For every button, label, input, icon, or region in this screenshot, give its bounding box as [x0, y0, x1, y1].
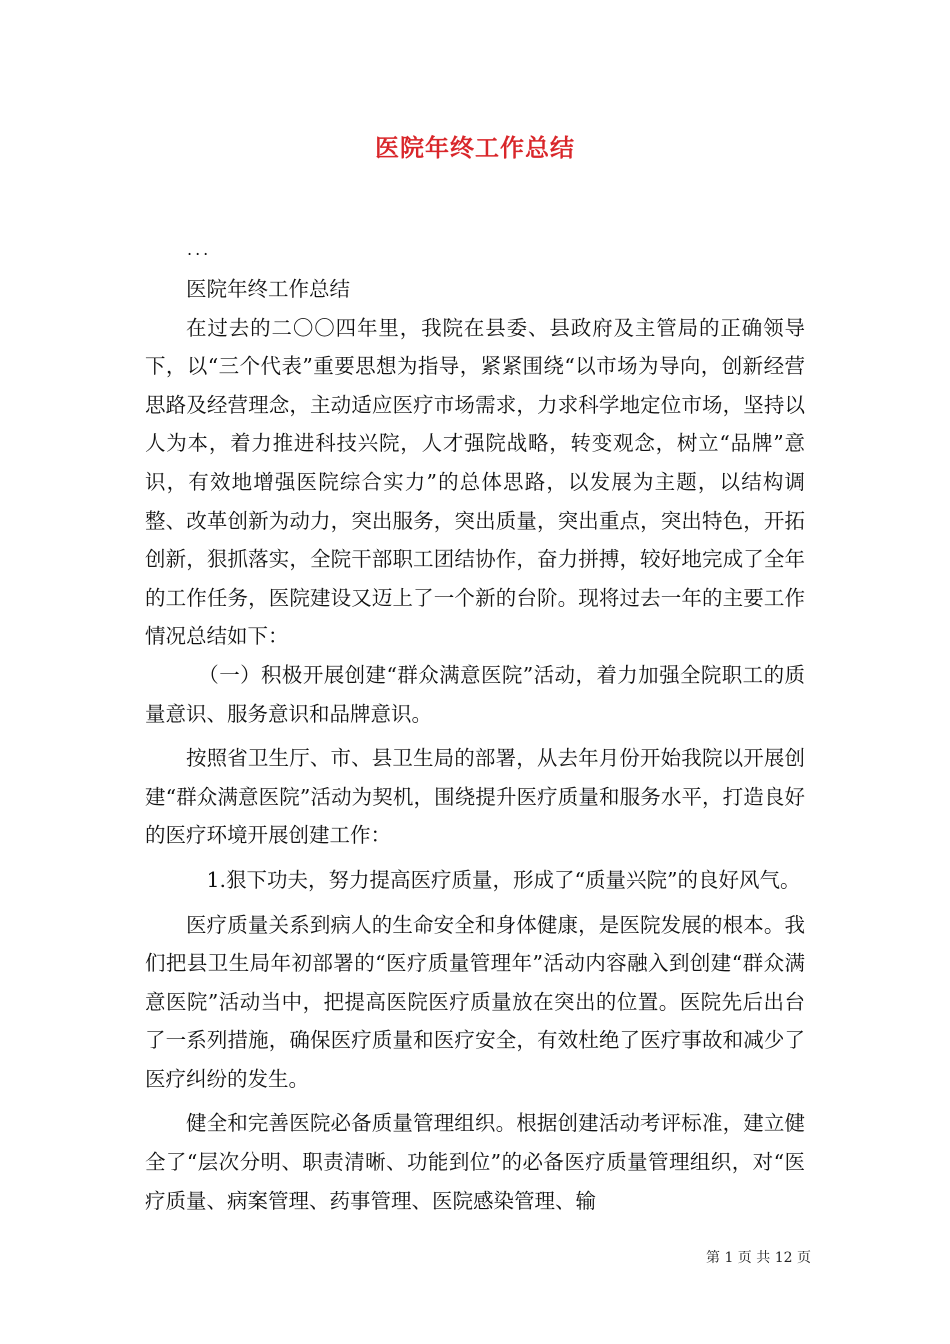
paragraph-section-heading: （一）积极开展创建“群众满意医院”活动，着力加强全院职工的质量意识、服务意识和品牌意识。: [145, 662, 805, 726]
ellipsis-mark: ...: [187, 240, 212, 259]
paragraph-quality: 医疗质量关系到病人的生命安全和身体健康，是医院发展的根本。我们把县卫生局年初部署的“医疗质量管理年”活动内容融入到创建“群众满意医院”活动当中，把提高医院医疗质量放在突出的位置。医院先后出台了一系列措施，确保医疗质量和医疗安全，有效杜绝了医疗事故和减少了医疗纠纷的发生。: [145, 912, 805, 1091]
paragraph-organization: 健全和完善医院必备质量管理组织。根据创建活动考评标准，建立健全了“层次分明、职责清晰、功能到位”的必备医疗质量管理组织，对“医疗质量、病案管理、药事管理、医院感染管理、输: [145, 1111, 805, 1213]
paragraph-subheading-quality: 1.狠下功夫，努力提高医疗质量，形成了“质量兴院”的良好风气。: [206, 867, 801, 892]
document-title: 医院年终工作总结: [375, 133, 575, 162]
page-number: 第 1 页 共 12 页: [706, 1250, 811, 1266]
paragraph-subtitle: 医院年终工作总结: [186, 277, 350, 301]
paragraph-intro: 在过去的二〇〇四年里，我院在县委、县政府及主管局的正确领导下，以“三个代表”重要思想为指导，紧紧围绕“以市场为导向，创新经营思路及经营理念，主动适应医疗市场需求，力求科学地定位市场，坚持以人为本，着力推进科技兴院，人才强院战略，转变观念，树立“品牌”意识，有效地增强医院综合实力”的总体思路，以发展为主题，以结构调整、改革创新为动力，突出服务，突出质量，突出重点，突出特色，开拓创新，狠抓落实，全院干部职工团结协作，奋力拼搏，较好地完成了全年的工作任务，医院建设又迈上了一个新的台阶。现将过去一年的主要工作情况总结如下：: [145, 315, 805, 649]
document-body: [145, 270, 805, 1220]
paragraph-deployment: 按照省卫生厅、市、县卫生局的部署，从去年月份开始我院以开展创建“群众满意医院”活动为契机，围绕提升医疗质量和服务水平，打造良好的医疗环境开展创建工作：: [145, 746, 805, 848]
